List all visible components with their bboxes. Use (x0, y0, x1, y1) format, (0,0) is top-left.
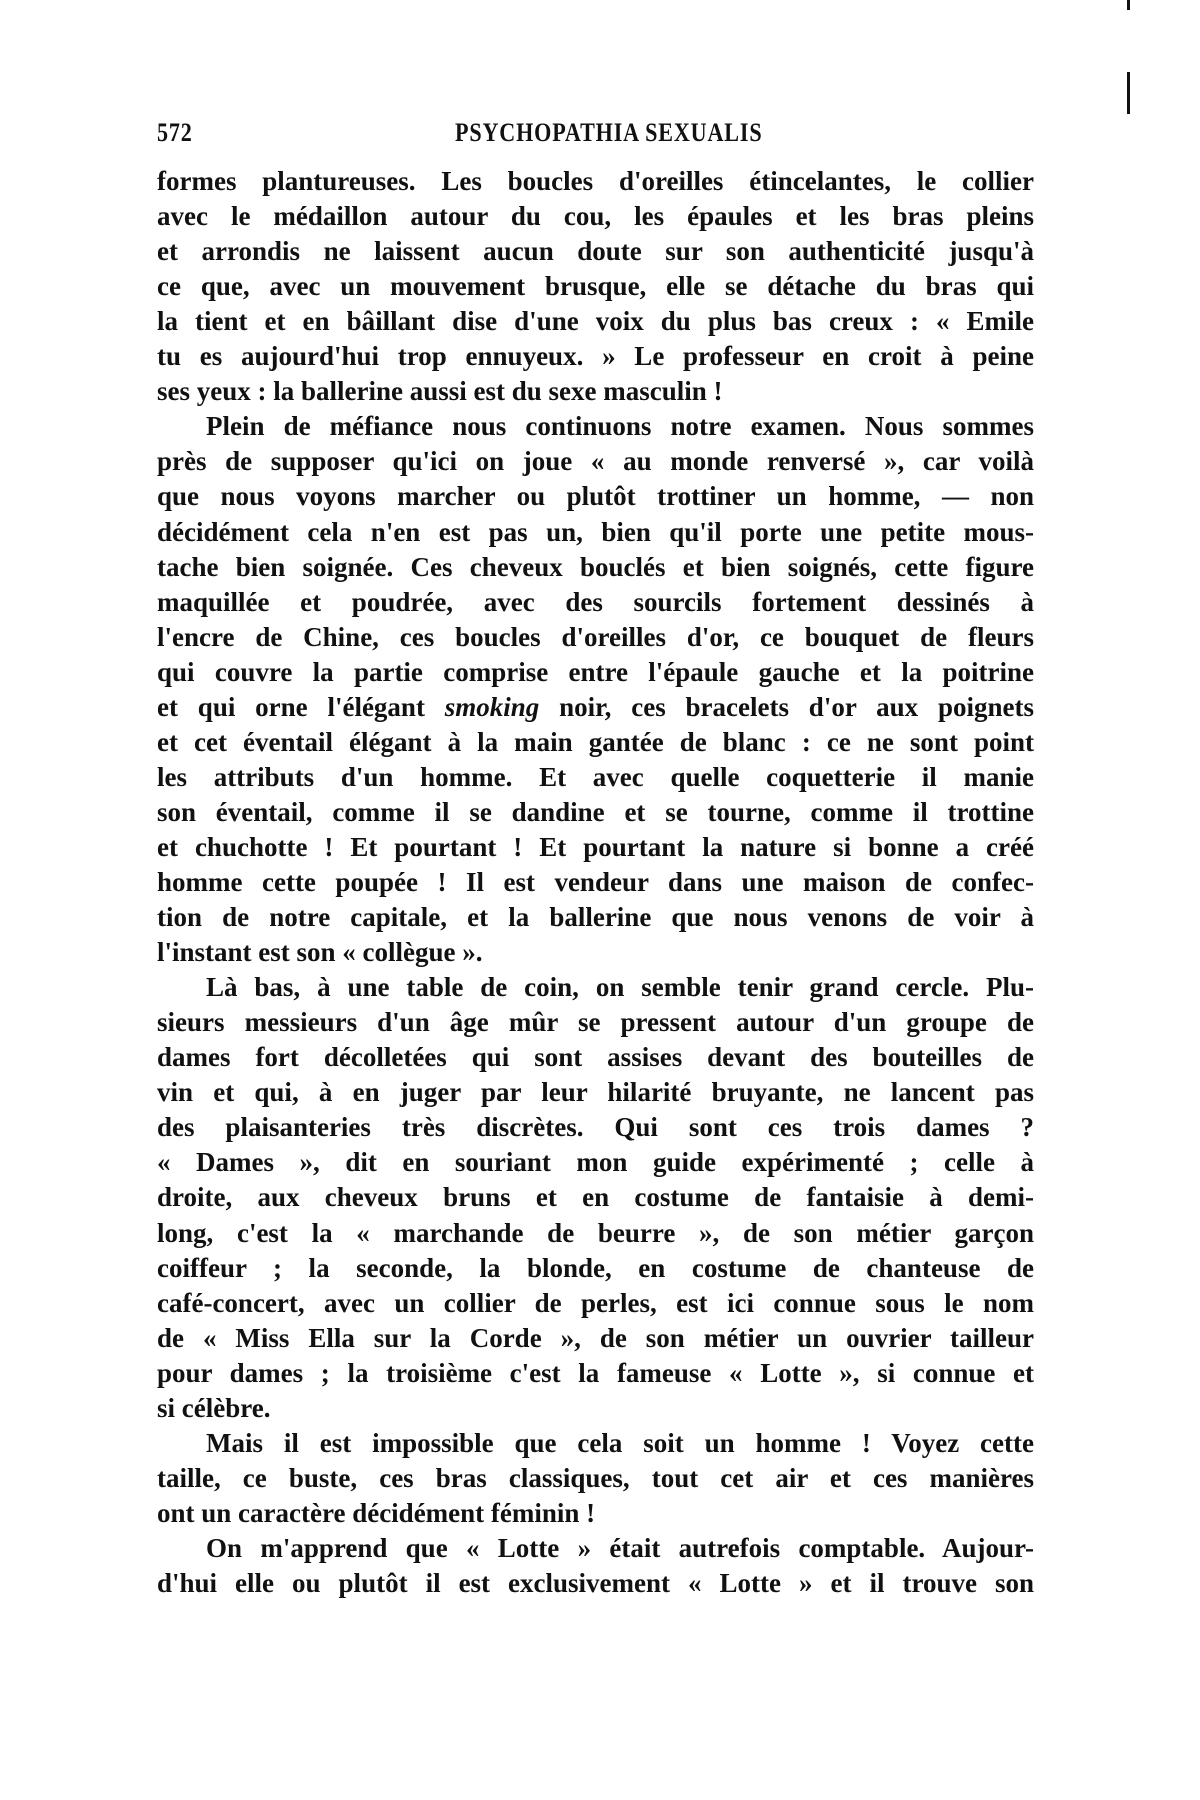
text-line: d'hui elle ou plutôt il est exclusivement « Lotte » et il trouve son (157, 1568, 1034, 1598)
text-line: la tient et en bâillant dise d'une voix du plus bas creux : « Emile (157, 306, 1034, 337)
text-line: l'instant est son « collègue ». (157, 937, 483, 968)
text-line: et arrondis ne laissent aucun doute sur son authenticité jusqu'à (157, 236, 1034, 267)
page-number: 572 (157, 118, 193, 147)
text-line: décidément cela n'en est pas un, bien qu'il porte une petite mous- (157, 516, 1034, 547)
text-line: et chuchotte ! Et pourtant ! Et pourtant la nature si bonne a créé (157, 831, 1034, 862)
text-line: long, c'est la « marchande de beurre », de son métier garçon (157, 1217, 1034, 1248)
text-line: sieurs messieurs d'un âge mûr se pressent autour d'un groupe de (157, 1007, 1034, 1038)
scan-mark-top (1127, 0, 1130, 10)
text-line: si célèbre. (157, 1392, 271, 1423)
text-line: droite, aux cheveux bruns et en costume de fantaisie à demi- (157, 1182, 1034, 1213)
text-line: homme cette poupée ! Il est vendeur dans une maison de confec- (157, 867, 1034, 897)
text-line: ses yeux : la ballerine aussi est du sexe masculin ! (157, 376, 723, 407)
running-title: PSYCHOPATHIA SEXUALIS (455, 118, 763, 147)
text-line: tu es aujourd'hui trop ennuyeux. » Le professeur en croit à peine (157, 341, 1034, 372)
text-segment: noir, ces bracelets d'or aux poignets (539, 691, 1034, 722)
text-line: qui couvre la partie comprise entre l'épaule gauche et la poitrine (157, 656, 1034, 687)
text-line: ce que, avec un mouvement brusque, elle se détache du bras qui (157, 271, 1034, 302)
text-line: avec le médaillon autour du cou, les épaules et les bras pleins (157, 201, 1034, 232)
text-line: vin et qui, à en juger par leur hilarité bruyante, ne lancent pas (157, 1077, 1034, 1108)
text-line (157, 690, 1034, 725)
italic-word: smoking (444, 691, 540, 722)
text-line: les attributs d'un homme. Et avec quelle coquetterie il manie (157, 761, 1034, 792)
text-line: dames fort décolletées qui sont assises devant des bouteilles de (157, 1042, 1034, 1073)
text-line: On m'apprend que « Lotte » était autrefois comptable. Aujour- (206, 1532, 1034, 1563)
text-line: Plein de méfiance nous continuons notre examen. Nous sommes (206, 411, 1034, 442)
text-line: près de supposer qu'ici on joue « au monde renversé », car voilà (157, 446, 1034, 477)
text-line: de « Miss Ella sur la Corde », de son métier un ouvrier tailleur (157, 1322, 1034, 1353)
text-line: taille, ce buste, ces bras classiques, tout cet air et ces manières (157, 1462, 1034, 1493)
text-line: maquillée et poudrée, avec des sourcils fortement dessinés à (157, 586, 1034, 617)
text-line: « Dames », dit en souriant mon guide expérimenté ; celle à (157, 1147, 1034, 1178)
text-line: tache bien soignée. Ces cheveux bouclés et bien soignés, cette figure (157, 551, 1034, 582)
text-line: des plaisanteries très discrètes. Qui sont ces trois dames ? (157, 1112, 1034, 1143)
text-line: ont un caractère décidément féminin ! (157, 1497, 596, 1528)
text-line: Là bas, à une table de coin, on semble tenir grand cercle. Plu- (206, 972, 1034, 1003)
text-line: pour dames ; la troisième c'est la fameuse « Lotte », si connue et (157, 1357, 1034, 1388)
text-line: tion de notre capitale, et la ballerine que nous venons de voir à (157, 902, 1034, 933)
text-line: café-concert, avec un collier de perles, est ici connue sous le nom (157, 1287, 1034, 1318)
text-line: coiffeur ; la seconde, la blonde, en costume de chanteuse de (157, 1252, 1034, 1283)
text-line: son éventail, comme il se dandine et se tourne, comme il trottine (157, 796, 1034, 827)
text-line: que nous voyons marcher ou plutôt trottiner un homme, — non (157, 481, 1034, 512)
text-segment: et qui orne l'élégant (157, 691, 445, 722)
scan-mark-right (1127, 72, 1130, 114)
text-line: formes plantureuses. Les boucles d'oreilles étincelantes, le collier (157, 166, 1034, 196)
text-line: et cet éventail élégant à la main gantée de blanc : ce ne sont point (157, 726, 1034, 757)
text-line: Mais il est impossible que cela soit un homme ! Voyez cette (206, 1427, 1034, 1458)
text-line: l'encre de Chine, ces boucles d'oreilles d'or, ce bouquet de fleurs (157, 621, 1034, 652)
